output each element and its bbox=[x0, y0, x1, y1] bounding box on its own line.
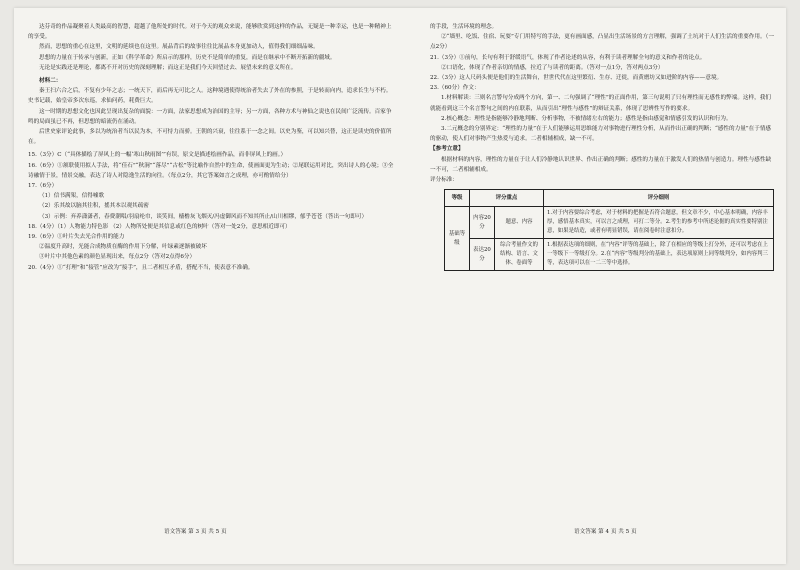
answer-19-3: ③叶片中其他色素的颜色显现出来，每点2分（答对2点得6分） bbox=[39, 254, 196, 261]
answer-sheet bbox=[14, 8, 786, 564]
answer-line: 的手段，生活环境的理念。 bbox=[430, 24, 498, 30]
table-header: 等级 bbox=[445, 190, 470, 207]
answer-17-2: （2）乐其故以脑其往积，搖其本以观其疏密 bbox=[39, 203, 149, 210]
material-paragraph: 这一时期的思想文化也因此呈现出复杂的面貌：一方面，法家思想成为治国的主导；另一方面，各种方术与神仙之说也在民间广泛流传。百家争鸣的局面虽已不再，但思想的暗流仍在涌动。 bbox=[28, 108, 392, 125]
answer-22: 22.（3分）这人尺码头便是他们的生活舞台，世世代代在这里繁衍、生存、迁徙，而黄磨坊又如进阶的内容——意境。 bbox=[430, 75, 723, 82]
focus-cell: 综合考量作文的结构、语言、文体、卷面等 bbox=[495, 239, 544, 271]
scoring-standard-label: 评分标准： bbox=[430, 177, 458, 184]
essay-point-1: 1.材料解读：三则名言警句分成两个方向，第一、二句强调了“理性”的正面作用，第三句说明了只有理性而无感性的弊端。这样，我们就能看到这三个名言警句之间的内在联系，从而引出“理性与感性”的辩证关系，体现了思辨性写作的要求。 bbox=[430, 95, 771, 112]
right-footer: 语文答案 第 4 页 共 5 页 bbox=[574, 529, 637, 535]
answer-21: 21.（3分）①前句，长句有利于舒缓语气，体现了作者论述的从容，有利于读者理解全句的意义和作者的论点。 bbox=[430, 54, 706, 61]
intent-title: 【参考立意】 bbox=[430, 146, 464, 153]
material-paragraph: 秦王扫六合之后，不复有少年之志；一统天下，而后再无可比之人。这种境遇使得统治者失去了外在的参照，于是转而向内，追求长生与不朽。史书记载，始皇帝多次东巡，求仙问药，耗费巨大。 bbox=[28, 88, 392, 105]
intro-paragraph: 思想的力量在于传承与创新，正如《科学革命》所启示的那样，历史不是简单的重复，而是在继承中不断开拓新的疆域。 bbox=[39, 54, 336, 61]
table-header: 评分细则 bbox=[544, 190, 774, 207]
answer-23: 23.（60分）作文： bbox=[430, 85, 480, 92]
answer-17-3: （3）示例：弃养潇潇者，春费潮唱/羽扇纶巾，谈笑间，樯橹灰飞烟灭/冯虚御风而不知其所止/山川相缪，郁乎苍苍（答出一句即可） bbox=[39, 213, 368, 220]
answer-15: 15.（3分）C（“具体描绘了屏风上的一幅‘寒山秋雨图’”有误，原文是描述绘画作品，而非屏风上的画。） bbox=[28, 152, 287, 159]
scoring-table bbox=[444, 189, 774, 271]
answer-17-1: （1）信书满架，信得嘘歌 bbox=[39, 193, 105, 200]
detail-cell: 1.根据表达项的细则，在“内容”评等的基础上，除了在相应的等级上打分外，还可以考虑在上一等级下一等级打分。2.在“内容”等级判分的基础上，表达项原则上同等级判分，如内容判三等，表达项可以在一二三等中选择。 bbox=[544, 239, 774, 271]
answer-18: 18.（4分）（1）人物能力特色影 （2）人物所处便是其信息或红色的树叶（答对一处2分，意思相近即可） bbox=[28, 223, 291, 230]
right-page bbox=[430, 22, 775, 271]
answer-line: ②“墙里、吃饭、住宿、玩耍”专门用特写的手法，更有画面感，凸显出生活场景的方言理解，强调了土坑对于人们生活的重要作用。（一点2分） bbox=[430, 34, 774, 51]
intro-paragraph: 无论是实践还是理论，都离不开对历史的深刻理解；而这正是我们今天回望过去、展望未来的意义所在。 bbox=[39, 64, 297, 71]
material-title: 材料二： bbox=[39, 78, 62, 85]
table-header: 评分重点 bbox=[470, 190, 544, 207]
focus-cell: 题意、内容 bbox=[495, 207, 544, 239]
table-row bbox=[445, 239, 774, 271]
material-paragraph: 后世史家评论此事，多以为统治者当以民为本，不可恃力而骄。王朝的兴衰，往往系于一念之间。以史为鉴，可以知兴替，这正是读史的价值所在。 bbox=[28, 129, 392, 146]
answer-19: 19.（6分）①叶片失去光合作用的能力 bbox=[28, 234, 125, 241]
intro-paragraph: 达芬奇的作品凝聚着人类最高的智慧，超越了他所处的时代。对于今天的观众来说，能够欣赏到这样的作品，无疑是一种幸运，也是一种精神上的享受。 bbox=[28, 24, 392, 41]
level-cell: 基础等级 bbox=[445, 207, 470, 271]
intro-paragraph: 然而，思想的重心在这里，文明的延续也在这里。展品背后的故事往往比展品本身更加动人，值得我们细细品味。 bbox=[39, 44, 319, 51]
left-page bbox=[28, 22, 394, 273]
part-cell: 表达20分 bbox=[470, 239, 495, 271]
essay-point-2: 2.核心概念：理性是指能够冷静地判断、分析事物，不被情绪左右的能力；感性是指由感觉和情感引发的认识和行为。 bbox=[441, 115, 732, 122]
essay-point-3: 3.二元概念的分别界定：“理性的力量”在于人们能够运用思维能力对事物进行理性分析，从而作出正确的判断；“感性的力量”在于情感的驱动，使人们对事物产生热爱与追求。二者相辅相成，缺一不可。 bbox=[430, 126, 772, 143]
answer-21-2: ②口语化，体现了作者亲切的情感，拉近了与读者的距离。（答对一点1分，答对两点3分） bbox=[441, 64, 664, 71]
answer-17: 17.（6分） bbox=[28, 183, 58, 190]
table-row bbox=[445, 207, 774, 239]
answer-20: 20.（4分）①“打理”和“接管”应改为“接手”，且二者相互矛盾，搭配不当，使表意不准确。 bbox=[28, 264, 254, 271]
detail-cell: 1.对于内容要综合考虑，对于材料的把握是否符合题意，但文章不少，中心基本明确，内容丰厚，感悟基本真实，可以言之成理，可打二等分。2.考生的参考中所述论据的真实性要特别注意，如果是结造，或者有明显错误，请在阅卷时注意扣分。 bbox=[544, 207, 774, 239]
part-cell: 内容20分 bbox=[470, 207, 495, 239]
answer-16: 16.（6分）①颔联使用拟人手法，将“佳石”“秋涧”“落尽”“古松”等比喻作自然中的生命，使画面更为生动；②尾联运用对比，突出诗人的心境；③全诗融情于景，情景交融，表达了诗人对隐逸生活的向往。（每点2分，其它答案如言之成理，亦可酌情给分） bbox=[28, 162, 394, 179]
intent-text: 根据材料的内容，理性的力量在于让人们冷静地认识世界、作出正确的判断；感性的力量在于激发人们的热情与创造力。理性与感性缺一不可，二者相辅相成。 bbox=[430, 156, 772, 173]
left-footer: 语文答案 第 3 页 共 5 页 bbox=[164, 529, 227, 535]
answer-19-2: ②温度升高时，光能合成物质在酶的作用下分解，叶绿素逐渐被破坏 bbox=[39, 244, 207, 251]
